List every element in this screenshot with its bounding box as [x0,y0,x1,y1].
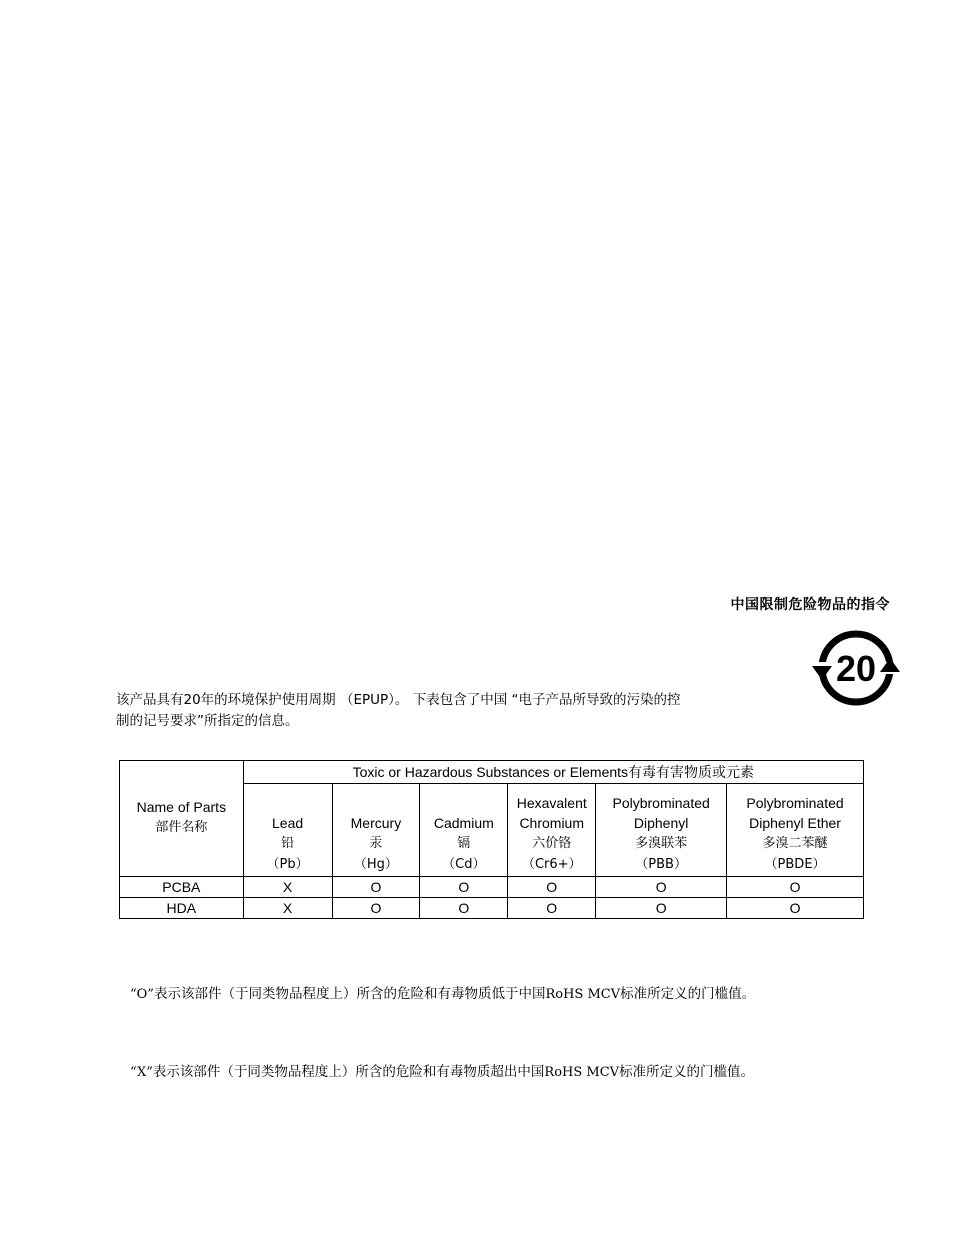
table-cell: O [332,898,420,919]
note-text: 标准所定义的门槛值。 [619,1064,755,1080]
substances-group-header: Toxic or Hazardous Substances or Elements有毒有害物质或元素 [243,761,863,784]
note-text: 标准所定义的门槛值。 [620,986,756,1002]
note-mark: “O” [130,987,154,1002]
table-cell: O [420,877,508,898]
parts-header-en: Name of Parts [136,798,227,815]
table-row [120,898,864,919]
table-row [120,877,864,898]
column-header-pbde: Polybrominated Diphenyl Ether 多溴二苯醚 （PBDE） [727,784,864,877]
note-standard: RoHS MCV [544,1065,620,1080]
column-header-hexavalent-chromium: Hexavalent Chromium 六价铬 （Cr6+） [508,784,596,877]
note-standard: RoHS MCV [545,987,621,1002]
intro-line: 制的记号要求”所指定的信息。 [116,713,299,729]
table-cell: O [727,877,864,898]
part-name: PCBA [120,877,244,898]
epup-number: 20 [835,648,877,689]
table-cell: O [727,898,864,919]
note-x-explanation [130,1060,754,1080]
table-cell: O [420,898,508,919]
intro-paragraph [116,690,796,732]
column-header-lead: Lead 铅 （Pb） [243,784,332,877]
table-cell: O [508,898,596,919]
part-name: HDA [120,898,244,919]
table-cell: O [596,898,727,919]
column-header-pbb: Polybrominated Diphenyl 多溴联苯 （PBB） [596,784,727,877]
hazardous-substances-table [119,760,864,919]
table-cell: O [596,877,727,898]
parts-column-header [120,761,244,877]
note-text: 表示该部件（于同类物品程度上）所含的危险和有毒物质超出中国 [152,1064,545,1080]
table-cell: O [508,877,596,898]
column-header-mercury: Mercury 汞 （Hg） [332,784,420,877]
intro-line: 该产品具有20年的环境保护使用周期 （EPUP）。 下表包含了中国 “电子产品所导致的污染的控 [116,692,681,708]
column-header-cadmium: Cadmium 镉 （Cd） [420,784,508,877]
note-mark: “X” [130,1065,153,1080]
table-cell: X [243,898,332,919]
note-o-explanation [130,982,755,1002]
table-cell: X [243,877,332,898]
parts-header-cn: 部件名称 [155,820,208,835]
note-text: 表示该部件（于同类物品程度上）所含的危险和有毒物质低于中国 [153,986,546,1002]
epup-20-recycle-icon [812,628,900,708]
table-cell: O [332,877,420,898]
page-heading: 中国限制危险物品的指令 [730,597,890,613]
